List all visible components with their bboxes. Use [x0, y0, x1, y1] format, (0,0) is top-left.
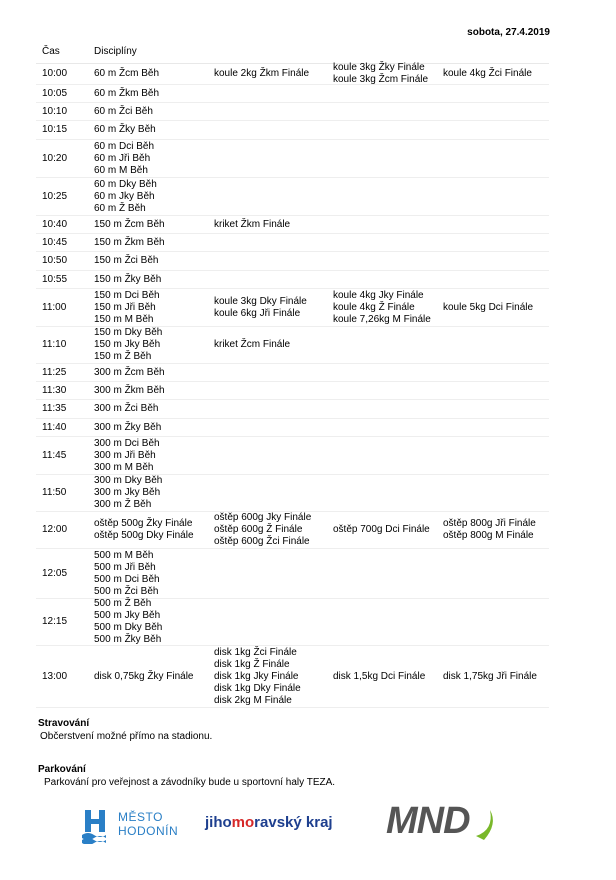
time-cell — [42, 271, 67, 288]
discipline-item: koule 7,26kg M Finále — [333, 313, 431, 325]
time-label: 10:20 — [42, 152, 68, 164]
discipline-cell — [94, 178, 157, 215]
discipline-cell — [94, 512, 194, 548]
discipline-item: 300 m Dci Běh — [94, 437, 160, 449]
discipline-cell — [94, 234, 165, 251]
table-row — [36, 475, 549, 512]
mnd-logo-text: MND — [386, 800, 470, 842]
time-cell — [42, 364, 66, 381]
discipline-item: koule 2kg Žkm Finále — [214, 68, 310, 79]
table-row — [36, 646, 549, 708]
time-label: 10:40 — [42, 218, 68, 230]
discipline-item: 500 m Žci Běh — [94, 585, 159, 597]
discipline-cell — [94, 437, 160, 474]
discipline-cell — [333, 289, 431, 326]
discipline-item: 150 m Žci Běh — [94, 255, 159, 266]
discipline-cell — [94, 289, 160, 326]
header-disciplines: Disciplíny — [94, 46, 137, 57]
discipline-item: koule 4kg Žci Finále — [443, 68, 532, 79]
parking-text: Parkování pro veřejnost a závodníky bude u sportovní haly TEZA. — [44, 777, 336, 788]
discipline-item: 300 m Žkm Běh — [94, 384, 165, 396]
time-label: 10:15 — [42, 124, 68, 135]
discipline-cell — [94, 382, 165, 399]
jmk-logo — [205, 814, 333, 831]
discipline-item: disk 1kg Žci Finále — [214, 646, 297, 658]
discipline-item: disk 2kg M Finále — [214, 694, 292, 706]
time-cell — [42, 327, 66, 363]
parking-title: Parkování — [38, 764, 86, 775]
discipline-item: 500 m Jky Běh — [94, 610, 161, 621]
discipline-item: 300 m Žcm Běh — [94, 366, 165, 378]
hodonin-logo-line2: HODONÍN — [118, 824, 179, 838]
discipline-cell — [94, 64, 159, 84]
table-row — [36, 216, 549, 234]
discipline-cell — [214, 64, 309, 84]
jmk-logo-part2: mo — [231, 814, 255, 831]
time-cell — [42, 85, 67, 102]
discipline-item: oštěp 500g Dky Finále — [94, 530, 194, 541]
discipline-item: oštěp 700g Dci Finále — [333, 524, 430, 535]
table-row — [36, 599, 549, 646]
discipline-cell — [443, 289, 533, 326]
discipline-item: 150 m Žkm Běh — [94, 236, 165, 248]
time-cell — [42, 475, 66, 511]
discipline-item: oštěp 600g Žci Finále — [214, 536, 310, 547]
time-cell — [42, 103, 67, 120]
table-row — [36, 364, 549, 382]
discipline-item: 500 m Ž Běh — [94, 598, 152, 609]
time-label: 12:00 — [42, 524, 68, 535]
discipline-cell — [94, 646, 194, 707]
discipline-item: koule 5kg Dci Finále — [443, 301, 534, 313]
discipline-item: 500 m Dky Běh — [94, 622, 163, 633]
discipline-cell — [443, 646, 537, 707]
discipline-item: disk 1,75kg Jři Finále — [443, 670, 537, 682]
table-row — [36, 382, 549, 400]
time-label: 10:45 — [42, 236, 68, 248]
time-cell — [42, 382, 66, 399]
discipline-item: 60 m Žkm Běh — [94, 87, 160, 99]
time-label: 10:25 — [42, 190, 68, 202]
discipline-item: oštěp 600g Ž Finále — [214, 524, 303, 535]
discipline-cell — [94, 419, 161, 436]
time-label: 11:45 — [42, 449, 67, 461]
table-row — [36, 419, 549, 437]
time-cell — [42, 252, 67, 270]
table-row — [36, 289, 549, 327]
time-cell — [42, 121, 67, 139]
discipline-item: koule 3kg Dky Finále — [214, 295, 307, 307]
date-label: sobota, 27.4.2019 — [467, 27, 550, 38]
mnd-logo — [386, 800, 506, 844]
discipline-item: 500 m Žky Běh — [94, 634, 162, 645]
discipline-item: 150 m Ž Běh — [94, 351, 152, 362]
discipline-item: kriket Žkm Finále — [214, 218, 291, 230]
discipline-item: disk 1,5kg Dci Finále — [333, 670, 426, 682]
discipline-item: oštěp 600g Jky Finále — [214, 512, 312, 523]
time-label: 12:05 — [42, 567, 68, 579]
discipline-item: 500 m Jři Běh — [94, 561, 156, 573]
discipline-item: 60 m Jky Běh — [94, 190, 155, 202]
discipline-item: 60 m Žci Běh — [94, 105, 153, 117]
time-label: 11:25 — [42, 366, 67, 378]
discipline-cell — [94, 252, 158, 270]
discipline-item: disk 1kg Jky Finále — [214, 670, 299, 682]
discipline-cell — [214, 327, 290, 363]
discipline-item: 150 m Jky Běh — [94, 339, 161, 350]
discipline-item: 60 m Jři Běh — [94, 152, 151, 164]
discipline-item: disk 0,75kg Žky Finále — [94, 670, 194, 682]
mnd-swoosh-icon — [472, 806, 498, 842]
discipline-item: 300 m Dky Běh — [94, 475, 163, 486]
discipline-item: 300 m Žci Běh — [94, 403, 159, 414]
discipline-cell — [443, 512, 536, 548]
table-row — [36, 140, 549, 178]
discipline-item: 300 m M Běh — [94, 461, 154, 473]
table-row — [36, 103, 549, 121]
discipline-item: oštěp 800g Jři Finále — [443, 518, 536, 529]
table-row — [36, 121, 549, 140]
time-cell — [42, 646, 67, 707]
table-row — [36, 178, 549, 216]
time-cell — [42, 216, 67, 233]
discipline-cell — [94, 599, 162, 645]
time-cell — [42, 549, 67, 598]
discipline-item: 150 m Žcm Běh — [94, 218, 165, 230]
time-label: 11:10 — [42, 339, 67, 350]
time-cell — [42, 234, 67, 251]
discipline-cell — [333, 64, 428, 84]
time-label: 12:15 — [42, 616, 68, 627]
jmk-logo-part1: jiho — [205, 814, 232, 831]
discipline-item: 150 m Jři Běh — [94, 301, 156, 313]
table-row — [36, 64, 549, 85]
discipline-item: 150 m Dci Běh — [94, 289, 160, 301]
discipline-item: disk 1kg Ž Finále — [214, 658, 290, 670]
time-cell — [42, 140, 67, 177]
time-cell — [42, 400, 66, 418]
time-label: 10:55 — [42, 273, 68, 285]
time-label: 10:00 — [42, 68, 68, 79]
discipline-cell — [94, 271, 161, 288]
discipline-cell — [94, 364, 165, 381]
time-label: 11:50 — [42, 487, 67, 498]
time-label: 13:00 — [42, 670, 68, 682]
time-label: 11:35 — [42, 403, 67, 414]
hodonin-logo — [82, 808, 192, 848]
discipline-item: 60 m Ž Běh — [94, 202, 146, 214]
table-row — [36, 252, 549, 271]
discipline-item: 300 m Jři Běh — [94, 449, 156, 461]
table-row — [36, 271, 549, 289]
time-cell — [42, 599, 67, 645]
discipline-cell — [94, 85, 159, 102]
discipline-item: 60 m Dci Běh — [94, 140, 155, 152]
time-cell — [42, 64, 67, 84]
discipline-cell — [443, 64, 532, 84]
discipline-item: disk 1kg Dky Finále — [214, 682, 301, 694]
table-row — [36, 400, 549, 419]
discipline-cell — [214, 646, 301, 707]
discipline-item: 300 m Jky Běh — [94, 487, 161, 498]
discipline-cell — [94, 475, 162, 511]
discipline-cell — [333, 646, 425, 707]
hodonin-logo-line1: MĚSTO — [118, 810, 163, 824]
discipline-item: 60 m Dky Běh — [94, 178, 157, 190]
discipline-cell — [94, 140, 154, 177]
time-label: 11:00 — [42, 301, 67, 313]
discipline-cell — [94, 216, 165, 233]
discipline-cell — [214, 216, 290, 233]
discipline-cell — [94, 327, 162, 363]
time-label: 11:30 — [42, 384, 67, 396]
discipline-item: 60 m Žky Běh — [94, 124, 156, 135]
discipline-cell — [94, 400, 158, 418]
discipline-item: 500 m Dci Běh — [94, 573, 160, 585]
discipline-item: koule 3kg Žcm Finále — [333, 74, 429, 85]
time-label: 10:10 — [42, 105, 68, 117]
time-cell — [42, 419, 66, 436]
table-row — [36, 512, 549, 549]
discipline-cell — [214, 512, 311, 548]
discipline-cell — [94, 121, 156, 139]
discipline-item: 150 m M Běh — [94, 313, 154, 325]
discipline-item: koule 6kg Jři Finále — [214, 307, 301, 319]
discipline-item: 60 m M Běh — [94, 164, 148, 176]
table-row — [36, 549, 549, 599]
discipline-item: 150 m Žky Běh — [94, 273, 162, 285]
discipline-item: 500 m M Běh — [94, 549, 154, 561]
discipline-cell — [333, 512, 430, 548]
jmk-logo-part3: ravský kraj — [254, 814, 333, 831]
discipline-item: koule 4kg Ž Finále — [333, 301, 415, 313]
discipline-item: koule 4kg Jky Finále — [333, 289, 424, 301]
time-label: 10:50 — [42, 255, 68, 266]
discipline-cell — [94, 103, 153, 120]
table-row — [36, 85, 549, 103]
food-title: Stravování — [38, 718, 90, 729]
table-row — [36, 327, 549, 364]
discipline-item: oštěp 800g M Finále — [443, 530, 534, 541]
discipline-item: 60 m Žcm Běh — [94, 68, 160, 79]
discipline-item: kriket Žcm Finále — [214, 339, 291, 350]
discipline-item: koule 3kg Žky Finále — [333, 62, 425, 73]
time-cell — [42, 437, 66, 474]
table-row — [36, 437, 549, 475]
discipline-item: oštěp 500g Žky Finále — [94, 518, 193, 529]
discipline-cell — [214, 289, 307, 326]
discipline-item: 300 m Ž Běh — [94, 499, 152, 510]
time-label: 10:05 — [42, 87, 68, 99]
discipline-item: 150 m Dky Běh — [94, 327, 163, 338]
table-row — [36, 234, 549, 252]
time-cell — [42, 289, 66, 326]
header-time: Čas — [42, 46, 60, 57]
food-text: Občerstvení možné přímo na stadionu. — [40, 731, 213, 742]
time-cell — [42, 178, 67, 215]
discipline-item: 300 m Žky Běh — [94, 421, 162, 433]
time-cell — [42, 512, 67, 548]
discipline-cell — [94, 549, 160, 598]
time-label: 11:40 — [42, 421, 67, 433]
hodonin-emblem-icon — [82, 808, 112, 844]
